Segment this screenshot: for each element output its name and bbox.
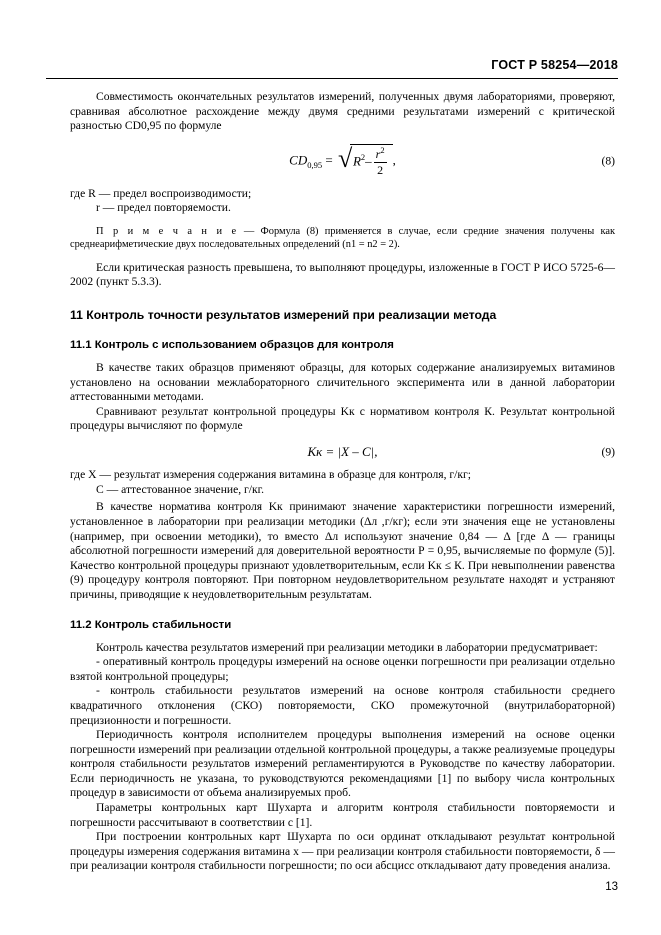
formula-9-number: (9): [601, 445, 615, 459]
formula-8-number: (8): [601, 154, 615, 168]
section-11-2-heading: 11.2 Контроль стабильности: [70, 618, 232, 631]
formula-8-equals: =: [325, 152, 333, 168]
formula-8-radicand: [350, 144, 393, 179]
note-label: П р и м е ч а н и е: [96, 225, 238, 237]
page-header-standard-id: ГОСТ Р 58254—2018: [491, 58, 618, 72]
paragraph-11-1-c: В качестве норматива контроля Kк принимают значение характеристики погрешности измерений, установленное в лаборатории при реализации методики (Δл ,г/кг); если эти значения еще не установлены (например, при освоении методики), то вместо Δл используют значение 0,84 — Δ [где Δ — границы абсолютной погрешности измерений для доверительной вероятности Р = 0,95, вычисляемые по формуле (5)]. Качество контрольной процедуры признают удовлетворительным, если Kк ≤ К. При невыполнении равенства (9) процедуру контроля повторяют. При повторном неудовлетворительном результате находят и устраняют причины, приводящие к неудовлетворительным результатам.: [70, 500, 615, 601]
formula-8-lhs-subscript: 0,95: [307, 159, 323, 170]
note-formula-8: [70, 225, 615, 252]
formula-8-expression: [289, 144, 396, 179]
formula-9: [70, 444, 615, 460]
formula-8-minus: –: [365, 153, 372, 169]
formula-8-r: r: [375, 146, 381, 161]
formula-8-tail: ,: [392, 152, 396, 168]
formula-8-fraction-numerator: [374, 145, 387, 163]
definition-R-line: [70, 187, 615, 202]
paragraph-11-2-b: Периодичность контроля исполнителем процедуры выполнения измерений на основе оценки погрешности измерений при реализации отдельной контрольной процедуры, а также реализуемые процедуры контроля стабильности результатов измерений регламентируются в Руководстве по качеству лаборатории. Если периодичность не указана, то руководствуются рекомендациями [1] по выбору числа контрольных процедур в зависимости от объема анализируемых проб.: [70, 728, 616, 800]
formula-8-lhs: CD: [289, 152, 308, 168]
formula-9-expression: Kк = |X – C|,: [307, 444, 378, 460]
paragraph-compatibility: Совместимость окончательных результатов измерений, полученных двумя лабораториями, проверяют, сравнивая абсолютное расхождение между двумя средними результатами измерений с критической разностью CD0,95 по формуле: [70, 90, 615, 133]
formula-8-r-exponent: 2: [380, 144, 385, 155]
formula-8-sqrt: [338, 144, 393, 179]
paragraph-11-2-a: Контроль качества результатов измерений при реализации методики в лаборатории предусматривает:: [96, 640, 598, 654]
header-divider: [46, 78, 618, 79]
formula-8-fraction-denominator: 2: [377, 162, 384, 177]
paragraph-critical-difference: Если критическая разность превышена, то выполняют процедуры, изложенные в ГОСТ Р ИСО 5725-6—2002 (пункт 5.3.3).: [70, 260, 615, 289]
definition-r: r — предел повторяемости.: [96, 201, 231, 215]
definition-R: R — предел воспроизводимости;: [88, 186, 252, 200]
paragraph-11-1-a: В качестве таких образцов применяют образцы, для которых содержание анализируемых витаминов установлено на основании межлабораторного сличительного эксперимента или в данной лаборатории аттестованными методами.: [70, 360, 615, 404]
bullet-item-2: - контроль стабильности результатов измерений на основе контроля стабильности среднего квадратичного отклонения (СКО) повторяемости, СКО промежуточной (внутрилабораторной) прецизионности и погрешности.: [70, 684, 615, 727]
radical-icon: √: [337, 143, 353, 173]
bullet-item-1: - оперативный контроль процедуры измерений на основе оценки погрешности при реализации отдельно взятой контрольной процедуры;: [70, 655, 615, 683]
section-11-heading: 11 Контроль точности результатов измерений при реализации метода: [70, 307, 497, 322]
where-label: где: [70, 186, 86, 200]
paragraph-11-1-b: Сравнивают результат контрольной процедуры Kк с нормативом контроля К. Результат контрольной процедуры вычисляют по формуле: [70, 404, 615, 433]
formula-8-fraction: [374, 145, 387, 178]
definition-X: где X — результат измерения содержания витамина в образце для контроля, г/кг;: [70, 468, 471, 482]
definition-C: C — аттестованное значение, г/кг.: [96, 482, 265, 496]
section-11-1-heading: 11.1 Контроль с использованием образцов для контроля: [70, 338, 394, 351]
formula-8-R: R: [352, 153, 361, 169]
paragraph-11-2-c: Параметры контрольных карт Шухарта и алгоритм контроля стабильности повторяемости и погрешности рассчитывают в соответствии с [1].: [70, 801, 615, 829]
page-number: 13: [605, 881, 618, 893]
note-text: — Формула (8) применяется в случае, если средние значения получены как среднеарифметические двух последовательных определений (n1 = n2 = 2).: [70, 225, 615, 251]
page-content: [70, 90, 615, 874]
formula-8: [70, 144, 615, 179]
paragraph-11-2-d: При построении контрольных карт Шухарта по оси ординат откладывают результат контрольной процедуры измерения содержания витамина x — при реализации контроля стабильности повторяемости, δ — при реализации контроля стабильности погрешности; по оси абсцисс откладывают дату проведения анализа.: [70, 830, 615, 873]
formula-8-R-exponent: 2: [360, 151, 366, 162]
